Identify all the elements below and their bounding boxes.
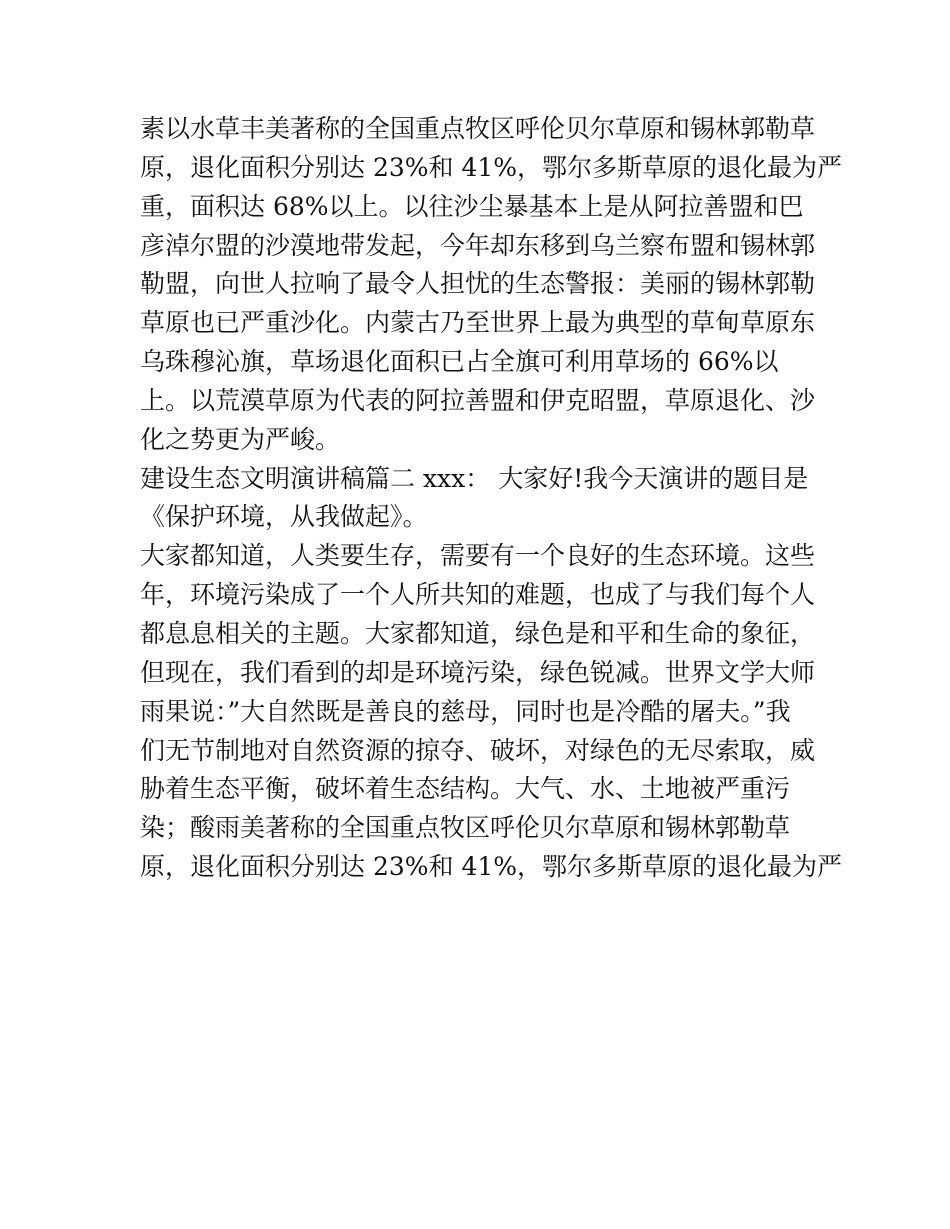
- text-line-1: 素以水草丰美著称的全国重点牧区呼伦贝尔草原和锡林郭勒草: [140, 114, 816, 143]
- text-line-4: 彦淖尔盟的沙漠地带发起，今年却东移到乌兰察布盟和锡林郭: [140, 230, 816, 260]
- text-line-7: 乌珠穆沁旗，草场退化面积已占全旗可利用草场的 66%以: [140, 347, 779, 377]
- text-line-18: 胁着生态平衡，破坏着生态结构。大气、水、土地被严重污: [140, 774, 791, 804]
- text-line-8: 上。以荒漠草原为代表的阿拉善盟和伊克昭盟，草原退化、沙: [140, 385, 816, 415]
- text-line-13: 年，环境污染成了一个人所共知的难题，也成了与我们每个人: [140, 580, 816, 610]
- text-line-2: 原，退化面积分别达 23%和 41%，鄂尔多斯草原的退化最为严: [140, 152, 843, 182]
- text-line-16: 雨果说：”大自然既是善良的慈母，同时也是冷酷的屠夫。”我: [140, 696, 791, 726]
- text-line-19: 染；酸雨美著称的全国重点牧区呼伦贝尔草原和锡林郭勒草: [140, 813, 791, 843]
- speech-title-line: 《保护环境，从我做起》。: [140, 502, 428, 532]
- section-heading-line: 建设生态文明演讲稿篇二 xxx： 大家好!我今天演讲的题目是: [140, 463, 809, 493]
- text-line-14: 都息息相关的主题。大家都知道，绿色是和平和生命的象征，: [140, 618, 816, 648]
- text-line-20: 原，退化面积分别达 23%和 41%，鄂尔多斯草原的退化最为严: [140, 852, 843, 882]
- text-line-17: 们无节制地对自然资源的掠夺、破坏，对绿色的无尽索取，威: [140, 735, 816, 765]
- text-line-12: 大家都知道，人类要生存，需要有一个良好的生态环境。这些: [140, 541, 816, 571]
- text-line-6: 草原也已严重沙化。内蒙古乃至世界上最为典型的草甸草原东: [140, 308, 816, 338]
- text-line-9: 化之势更为严峻。: [140, 424, 341, 454]
- text-line-5: 勒盟，向世人拉响了最令人担忧的生态警报：美丽的锡林郭勒: [140, 269, 816, 299]
- text-line-3: 重，面积达 68%以上。以往沙尘暴基本上是从阿拉善盟和巴: [140, 191, 804, 221]
- text-line-15: 但现在，我们看到的却是环境污染，绿色锐减。世界文学大师: [140, 657, 816, 687]
- body-text: [140, 110, 843, 887]
